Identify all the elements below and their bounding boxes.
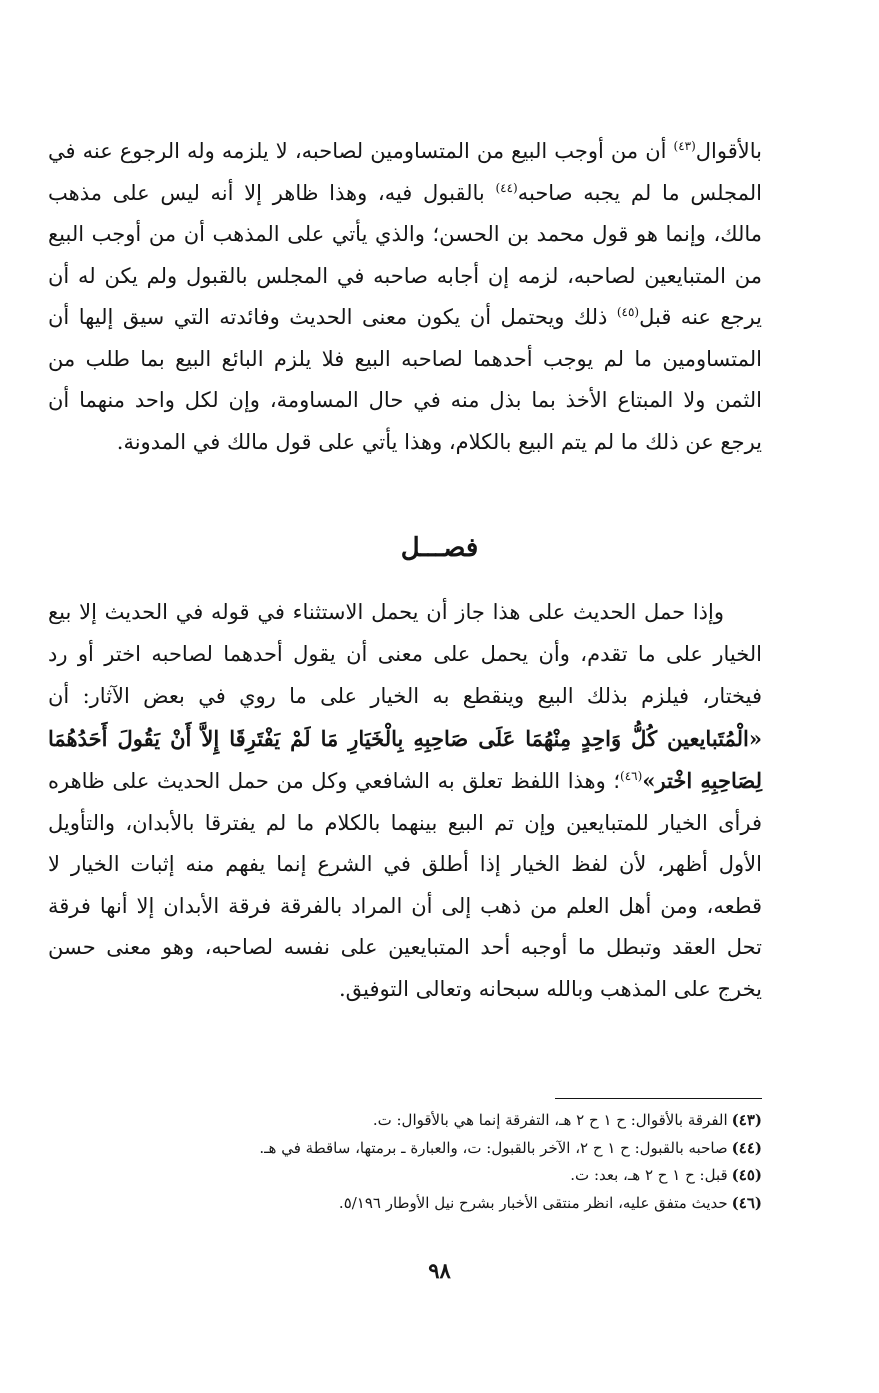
paragraph-text: ؛ وهذا اللفظ تعلق به الشافعي وكل من حمل الحديث على ظاهره فرأى الخيار للمتبايعين وإن تم البيع بينهما بالكلام ما لم يفترقا بالأبدان، والتأويل الأول أظهر، لأن لفظ الخيار إذا أطلق في الشرع إنما يفهم منه إثبات الخيار لا قطعه، ومن أهل العلم من ذهب إلى أن المراد بالفرقة فرقة الأبدان إلا أنها فرقة تحل العقد وتبطل ما أوجبه أحد المتبايعين على نفسه لصاحبه، وهو معنى حسن يخرج على المذهب وبالله سبحانه وتعالى التوفيق. — [48, 769, 762, 1001]
paragraph-text: أن من أوجب البيع من المتساومين لصاحبه، لا يلزمه وله الرجوع عنه في المجلس ما لم يجبه صاحبه — [48, 139, 762, 205]
footnote-text: حديث متفق عليه، انظر منتقى الأخبار بشرح نيل الأوطار ٥/١٩٦. — [338, 1193, 728, 1212]
paragraph-text: ذلك ويحتمل أن يكون معنى الحديث وفائدته التي سيق إليها أن المتساومين ما لم يوجب أحدهما لصاحبه البيع فلا يلزم البائع البيع بما طلب من الثمن ولا المبتاع الأخذ بما بذل منه في حال المساومة، وإن لكل واحد منهما أن يرجع عن ذلك ما لم يتم البيع بالكلام، وهذا يأتي على قول مالك في المدونة. — [48, 305, 762, 454]
footnote-ref-43[interactable]: (٤٣) — [673, 139, 696, 153]
footnote-item — [48, 1107, 762, 1135]
footnote-number: (٤٦) — [731, 1193, 762, 1212]
body-paragraph — [48, 592, 762, 1010]
footnote-item — [48, 1135, 762, 1163]
body-paragraph — [48, 131, 762, 463]
paragraph-text: بالأقوال — [695, 139, 762, 163]
footnote-text: قبل: ح ١ ح ٢ هـ، بعد: ت. — [570, 1166, 728, 1184]
footnote-number: (٤٣) — [731, 1111, 762, 1129]
footnotes-list — [48, 1107, 762, 1217]
section-heading: فصـــل — [400, 533, 479, 563]
paragraph-text: بالقبول فيه، وهذا ظاهر إلا أنه ليس على مذهب مالك، وإنما هو قول محمد بن الحسن؛ والذي يأتي على المذهب أن من أوجب البيع من المتبايعين لصاحبه، لزمه إن أجابه صاحبه في المجلس بالقبول ولم يكن له أن يرجع عنه قبل — [48, 180, 762, 329]
hadith-quote: «الْمُتَبايعين كُلُّ وَاحِدٍ مِنْهُمَا عَلَى صَاحِبِهِ بِالْخَيَارِ مَا لَمْ يَفْتَرِقَا إِلاَّ أَنْ يَقُولَ أَحَدُهُمَا لِصَاحِبِهِ اخْتر» — [48, 725, 763, 793]
paragraph-text: وإذا حمل الحديث على هذا جاز أن يحمل الاستثناء في قوله في الحديث إلا بيع الخيار على ما تقدم، وأن يحمل على معنى أن يقول أحدهما لصاحبه اختر أو رد فيختار، فيلزم بذلك البيع وينقطع به الخيار على ما روي في بعض الآثار: أن — [48, 600, 762, 708]
footnote-number: (٤٥) — [731, 1166, 762, 1184]
page-number: ٩٨ — [428, 1258, 451, 1283]
footnote-ref-44[interactable]: (٤٤) — [495, 180, 518, 195]
footnote-ref-45[interactable]: (٤٥) — [616, 305, 640, 319]
footnote-number: (٤٤) — [731, 1138, 762, 1157]
footnote-text: الفرقة بالأقوال: ح ١ ح ٢ هـ، التفرقة إنما هي بالأقوال: ت. — [372, 1111, 728, 1129]
footnote-divider — [555, 1098, 762, 1099]
footnote-item — [48, 1190, 762, 1218]
footnote-ref-46[interactable]: (٤٦) — [620, 769, 643, 783]
footnote-text: صاحبه بالقبول: ح ١ ح ٢، الآخر بالقبول: ت، والعبارة ـ برمتها، ساقطة في هـ. — [259, 1138, 728, 1157]
footnote-item — [48, 1162, 762, 1190]
